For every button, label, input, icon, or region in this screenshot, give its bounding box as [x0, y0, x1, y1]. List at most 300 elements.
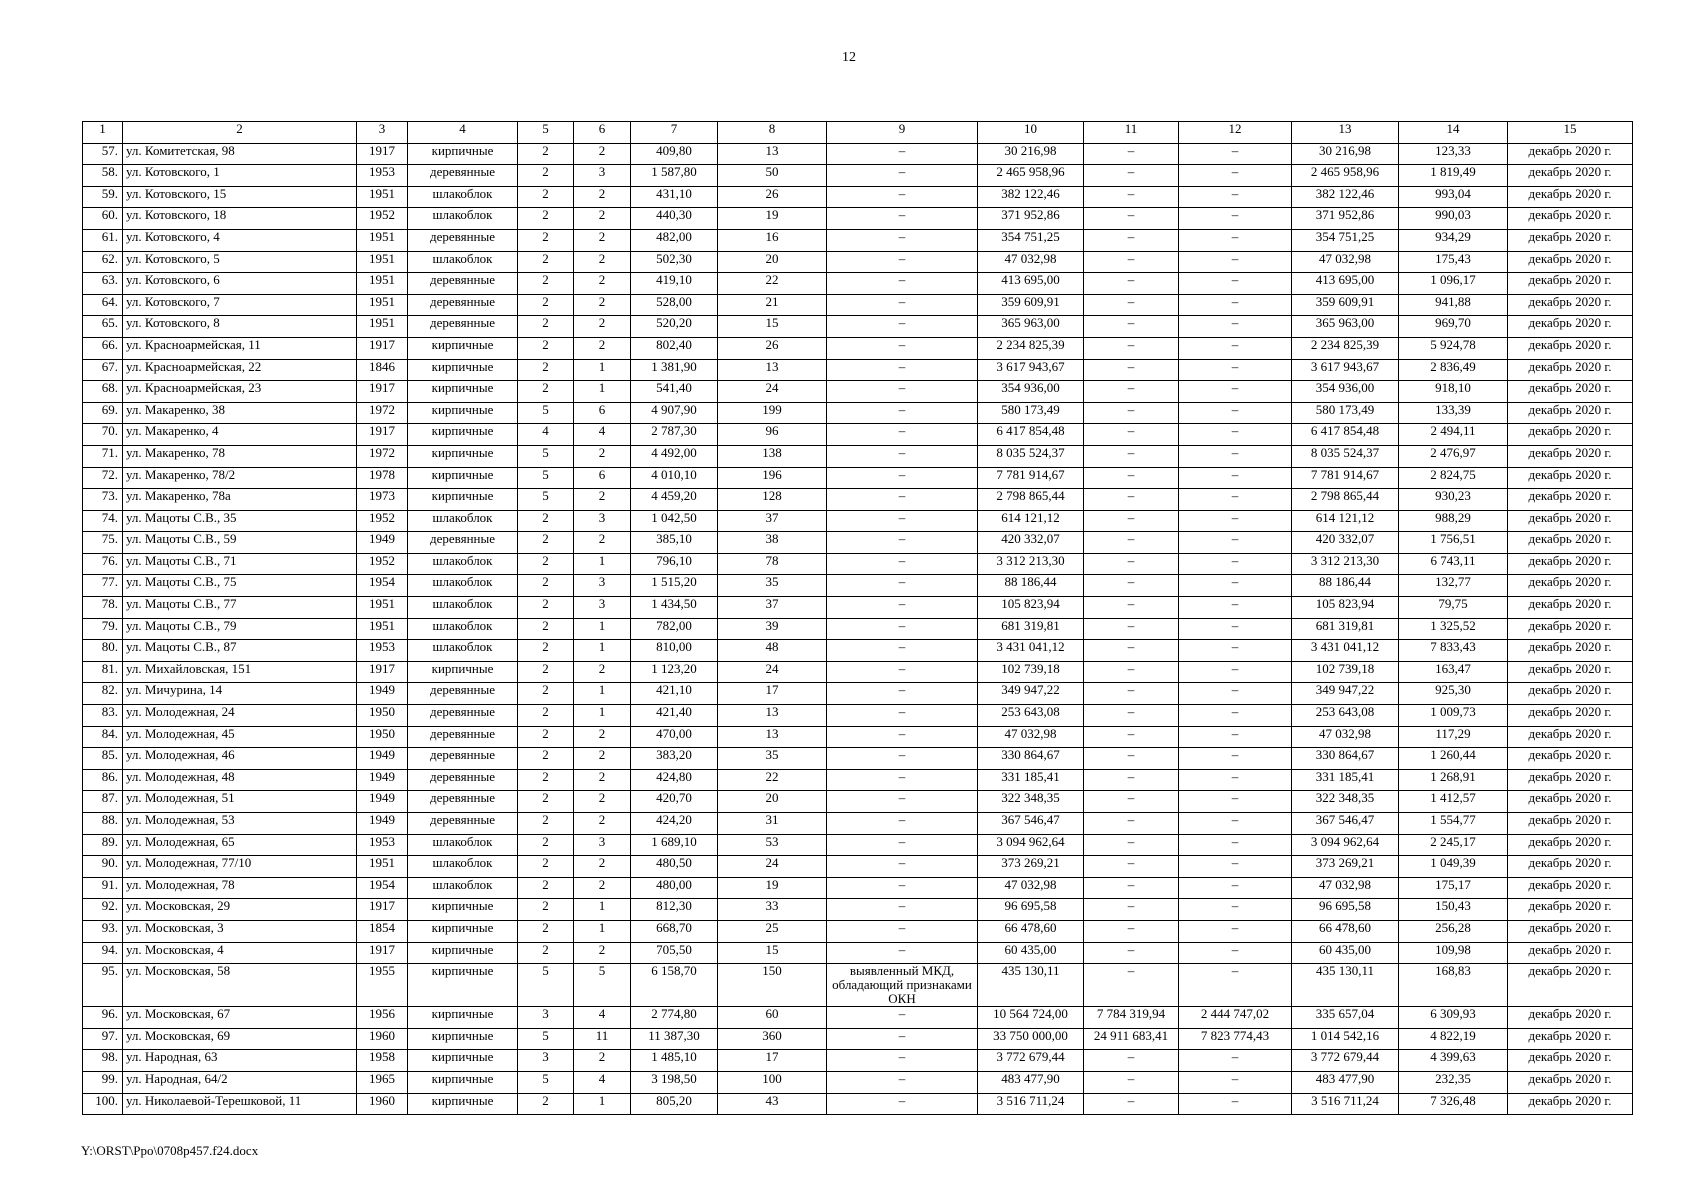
cell-area: 480,00 — [631, 877, 718, 899]
cell-regional-funds: 2 444 747,02 — [1179, 1007, 1292, 1029]
cell-cost-per-sqm: 2 476,97 — [1399, 445, 1508, 467]
cell-year-built: 1949 — [357, 748, 408, 770]
cell-heritage-status: – — [827, 640, 978, 662]
cell-wall-material: кирпичные — [408, 424, 518, 446]
cell-row-number: 77. — [83, 575, 123, 597]
cell-heritage-status: – — [827, 705, 978, 727]
cell-row-number: 89. — [83, 834, 123, 856]
cell-address: ул. Мацоты С.В., 79 — [123, 618, 357, 640]
cell-heritage-status: – — [827, 337, 978, 359]
table-row — [83, 251, 1633, 273]
cell-deadline: декабрь 2020 г. — [1508, 964, 1633, 1007]
cell-area: 2 774,80 — [631, 1007, 718, 1029]
cell-regional-funds: – — [1179, 273, 1292, 295]
cell-address: ул. Макаренко, 78 — [123, 445, 357, 467]
cell-cost-per-sqm: 5 924,78 — [1399, 337, 1508, 359]
cell-total-cost: 420 332,07 — [978, 532, 1084, 554]
cell-entrances: 2 — [574, 273, 631, 295]
cell-cost-per-sqm: 2 494,11 — [1399, 424, 1508, 446]
cell-regional-funds: – — [1179, 467, 1292, 489]
cell-entrances: 1 — [574, 1093, 631, 1115]
cell-local-funds: 373 269,21 — [1292, 856, 1399, 878]
cell-residents: 17 — [718, 683, 827, 705]
cell-address: ул. Мацоты С.В., 87 — [123, 640, 357, 662]
cell-cost-per-sqm: 79,75 — [1399, 597, 1508, 619]
cell-residents: 13 — [718, 143, 827, 165]
cell-year-built: 1951 — [357, 273, 408, 295]
cell-heritage-status: – — [827, 748, 978, 770]
cell-deadline: декабрь 2020 г. — [1508, 424, 1633, 446]
table-row — [83, 165, 1633, 187]
cell-deadline: декабрь 2020 г. — [1508, 705, 1633, 727]
cell-floors: 2 — [518, 359, 574, 381]
cell-entrances: 2 — [574, 445, 631, 467]
cell-year-built: 1950 — [357, 726, 408, 748]
cell-address: ул. Котовского, 4 — [123, 229, 357, 251]
cell-cost-per-sqm: 109,98 — [1399, 942, 1508, 964]
cell-deadline: декабрь 2020 г. — [1508, 1093, 1633, 1115]
cell-cost-per-sqm: 918,10 — [1399, 381, 1508, 403]
cell-row-number: 94. — [83, 942, 123, 964]
cell-local-funds: 359 609,91 — [1292, 294, 1399, 316]
footer-file-path: Y:\ORST\Ppo\0708p457.f24.docx — [81, 1143, 259, 1158]
cell-cost-per-sqm: 6 743,11 — [1399, 553, 1508, 575]
cell-row-number: 73. — [83, 489, 123, 511]
cell-heritage-status: выявленный МКД, обладающий признаками ОКН — [827, 964, 978, 1007]
cell-heritage-status: – — [827, 856, 978, 878]
table-row — [83, 294, 1633, 316]
cell-deadline: декабрь 2020 г. — [1508, 186, 1633, 208]
table-row — [83, 618, 1633, 640]
cell-local-funds: 371 952,86 — [1292, 208, 1399, 230]
cell-area: 480,50 — [631, 856, 718, 878]
cell-residents: 35 — [718, 748, 827, 770]
cell-cost-per-sqm: 930,23 — [1399, 489, 1508, 511]
cell-entrances: 1 — [574, 899, 631, 921]
cell-wall-material: кирпичные — [408, 1071, 518, 1093]
table-row — [83, 856, 1633, 878]
cell-cost-per-sqm: 123,33 — [1399, 143, 1508, 165]
cell-area: 782,00 — [631, 618, 718, 640]
cell-heritage-status: – — [827, 683, 978, 705]
cell-regional-funds: – — [1179, 1050, 1292, 1072]
cell-federal-funds: – — [1084, 1093, 1179, 1115]
cell-wall-material: деревянные — [408, 705, 518, 727]
cell-deadline: декабрь 2020 г. — [1508, 1050, 1633, 1072]
cell-entrances: 3 — [574, 597, 631, 619]
cell-heritage-status: – — [827, 877, 978, 899]
cell-entrances: 3 — [574, 575, 631, 597]
table-row — [83, 640, 1633, 662]
cell-total-cost: 371 952,86 — [978, 208, 1084, 230]
cell-regional-funds: – — [1179, 964, 1292, 1007]
cell-entrances: 2 — [574, 856, 631, 878]
cell-cost-per-sqm: 1 756,51 — [1399, 532, 1508, 554]
cell-entrances: 5 — [574, 964, 631, 1007]
cell-federal-funds: – — [1084, 445, 1179, 467]
cell-wall-material: деревянные — [408, 813, 518, 835]
cell-floors: 2 — [518, 942, 574, 964]
table-row — [83, 467, 1633, 489]
cell-residents: 15 — [718, 942, 827, 964]
cell-federal-funds: – — [1084, 1050, 1179, 1072]
cell-row-number: 81. — [83, 661, 123, 683]
column-header-8: 8 — [718, 122, 827, 144]
cell-cost-per-sqm: 941,88 — [1399, 294, 1508, 316]
table-row — [83, 748, 1633, 770]
cell-residents: 196 — [718, 467, 827, 489]
page-number: 12 — [842, 50, 856, 65]
cell-local-funds: 2 798 865,44 — [1292, 489, 1399, 511]
cell-federal-funds: – — [1084, 273, 1179, 295]
cell-regional-funds: – — [1179, 229, 1292, 251]
cell-floors: 2 — [518, 791, 574, 813]
cell-address: ул. Макаренко, 78/2 — [123, 467, 357, 489]
cell-total-cost: 330 864,67 — [978, 748, 1084, 770]
cell-address: ул. Мацоты С.В., 75 — [123, 575, 357, 597]
cell-cost-per-sqm: 990,03 — [1399, 208, 1508, 230]
cell-area: 409,80 — [631, 143, 718, 165]
cell-cost-per-sqm: 1 325,52 — [1399, 618, 1508, 640]
cell-floors: 5 — [518, 467, 574, 489]
cell-area: 419,10 — [631, 273, 718, 295]
cell-year-built: 1949 — [357, 769, 408, 791]
cell-residents: 35 — [718, 575, 827, 597]
column-header-3: 3 — [357, 122, 408, 144]
cell-residents: 24 — [718, 381, 827, 403]
cell-row-number: 78. — [83, 597, 123, 619]
cell-floors: 2 — [518, 877, 574, 899]
cell-federal-funds: – — [1084, 424, 1179, 446]
cell-wall-material: шлакоблок — [408, 208, 518, 230]
cell-federal-funds: – — [1084, 489, 1179, 511]
cell-entrances: 1 — [574, 553, 631, 575]
cell-heritage-status: – — [827, 424, 978, 446]
cell-total-cost: 614 121,12 — [978, 510, 1084, 532]
cell-residents: 138 — [718, 445, 827, 467]
cell-deadline: декабрь 2020 г. — [1508, 208, 1633, 230]
table-row — [83, 424, 1633, 446]
cell-regional-funds: – — [1179, 705, 1292, 727]
cell-address: ул. Молодежная, 51 — [123, 791, 357, 813]
cell-year-built: 1952 — [357, 510, 408, 532]
cell-regional-funds: – — [1179, 359, 1292, 381]
cell-address: ул. Московская, 4 — [123, 942, 357, 964]
table-row — [83, 683, 1633, 705]
cell-deadline: декабрь 2020 г. — [1508, 661, 1633, 683]
cell-federal-funds: – — [1084, 510, 1179, 532]
cell-heritage-status: – — [827, 553, 978, 575]
cell-year-built: 1960 — [357, 1093, 408, 1115]
cell-federal-funds: – — [1084, 165, 1179, 187]
cell-row-number: 59. — [83, 186, 123, 208]
cell-area: 668,70 — [631, 920, 718, 942]
cell-federal-funds: – — [1084, 920, 1179, 942]
cell-regional-funds: – — [1179, 445, 1292, 467]
table-row — [83, 1050, 1633, 1072]
cell-federal-funds: – — [1084, 575, 1179, 597]
cell-floors: 3 — [518, 1050, 574, 1072]
cell-federal-funds: – — [1084, 186, 1179, 208]
cell-deadline: декабрь 2020 г. — [1508, 1028, 1633, 1050]
cell-address: ул. Макаренко, 4 — [123, 424, 357, 446]
cell-year-built: 1949 — [357, 532, 408, 554]
column-header-14: 14 — [1399, 122, 1508, 144]
cell-local-funds: 354 751,25 — [1292, 229, 1399, 251]
cell-federal-funds: – — [1084, 856, 1179, 878]
cell-local-funds: 335 657,04 — [1292, 1007, 1399, 1029]
cell-local-funds: 66 478,60 — [1292, 920, 1399, 942]
cell-wall-material: шлакоблок — [408, 877, 518, 899]
cell-federal-funds: – — [1084, 813, 1179, 835]
cell-heritage-status: – — [827, 143, 978, 165]
cell-row-number: 66. — [83, 337, 123, 359]
cell-federal-funds: 24 911 683,41 — [1084, 1028, 1179, 1050]
cell-local-funds: 3 772 679,44 — [1292, 1050, 1399, 1072]
cell-regional-funds: – — [1179, 424, 1292, 446]
cell-deadline: декабрь 2020 г. — [1508, 877, 1633, 899]
cell-year-built: 1956 — [357, 1007, 408, 1029]
cell-row-number: 60. — [83, 208, 123, 230]
cell-regional-funds: – — [1179, 1071, 1292, 1093]
cell-heritage-status: – — [827, 597, 978, 619]
cell-cost-per-sqm: 4 822,19 — [1399, 1028, 1508, 1050]
cell-year-built: 1954 — [357, 575, 408, 597]
cell-area: 383,20 — [631, 748, 718, 770]
cell-row-number: 87. — [83, 791, 123, 813]
cell-heritage-status: – — [827, 1028, 978, 1050]
cell-wall-material: кирпичные — [408, 381, 518, 403]
column-header-4: 4 — [408, 122, 518, 144]
cell-area: 424,80 — [631, 769, 718, 791]
cell-deadline: декабрь 2020 г. — [1508, 942, 1633, 964]
cell-residents: 37 — [718, 510, 827, 532]
cell-entrances: 4 — [574, 1071, 631, 1093]
cell-federal-funds: – — [1084, 359, 1179, 381]
cell-total-cost: 359 609,91 — [978, 294, 1084, 316]
cell-year-built: 1951 — [357, 597, 408, 619]
cell-deadline: декабрь 2020 г. — [1508, 920, 1633, 942]
cell-row-number: 85. — [83, 748, 123, 770]
table-row — [83, 337, 1633, 359]
cell-floors: 2 — [518, 208, 574, 230]
cell-total-cost: 2 465 958,96 — [978, 165, 1084, 187]
table-row — [83, 726, 1633, 748]
cell-floors: 2 — [518, 143, 574, 165]
cell-deadline: декабрь 2020 г. — [1508, 251, 1633, 273]
cell-federal-funds: – — [1084, 553, 1179, 575]
cell-entrances: 1 — [574, 359, 631, 381]
cell-regional-funds: – — [1179, 769, 1292, 791]
cell-entrances: 2 — [574, 143, 631, 165]
cell-wall-material: шлакоблок — [408, 553, 518, 575]
cell-residents: 25 — [718, 920, 827, 942]
cell-area: 470,00 — [631, 726, 718, 748]
cell-row-number: 96. — [83, 1007, 123, 1029]
cell-row-number: 82. — [83, 683, 123, 705]
cell-regional-funds: – — [1179, 186, 1292, 208]
cell-federal-funds: – — [1084, 337, 1179, 359]
cell-local-funds: 322 348,35 — [1292, 791, 1399, 813]
cell-heritage-status: – — [827, 510, 978, 532]
cell-heritage-status: – — [827, 661, 978, 683]
cell-local-funds: 60 435,00 — [1292, 942, 1399, 964]
cell-federal-funds: – — [1084, 748, 1179, 770]
cell-local-funds: 8 035 524,37 — [1292, 445, 1399, 467]
cell-regional-funds: – — [1179, 402, 1292, 424]
cell-federal-funds: – — [1084, 705, 1179, 727]
cell-residents: 60 — [718, 1007, 827, 1029]
cell-regional-funds: – — [1179, 920, 1292, 942]
cell-local-funds: 102 739,18 — [1292, 661, 1399, 683]
column-header-11: 11 — [1084, 122, 1179, 144]
cell-address: ул. Молодежная, 45 — [123, 726, 357, 748]
cell-area: 812,30 — [631, 899, 718, 921]
cell-year-built: 1954 — [357, 877, 408, 899]
cell-federal-funds: – — [1084, 683, 1179, 705]
cell-federal-funds: – — [1084, 661, 1179, 683]
table-row — [83, 208, 1633, 230]
cell-row-number: 84. — [83, 726, 123, 748]
cell-residents: 50 — [718, 165, 827, 187]
cell-regional-funds: – — [1179, 856, 1292, 878]
cell-row-number: 67. — [83, 359, 123, 381]
cell-cost-per-sqm: 256,28 — [1399, 920, 1508, 942]
cell-cost-per-sqm: 969,70 — [1399, 316, 1508, 338]
cell-total-cost: 2 798 865,44 — [978, 489, 1084, 511]
cell-wall-material: деревянные — [408, 316, 518, 338]
cell-regional-funds: – — [1179, 1093, 1292, 1115]
cell-cost-per-sqm: 1 268,91 — [1399, 769, 1508, 791]
cell-entrances: 2 — [574, 532, 631, 554]
cell-entrances: 6 — [574, 402, 631, 424]
cell-residents: 100 — [718, 1071, 827, 1093]
cell-address: ул. Московская, 58 — [123, 964, 357, 1007]
cell-address: ул. Народная, 64/2 — [123, 1071, 357, 1093]
cell-address: ул. Котовского, 15 — [123, 186, 357, 208]
cell-area: 424,20 — [631, 813, 718, 835]
cell-area: 1 485,10 — [631, 1050, 718, 1072]
cell-total-cost: 365 963,00 — [978, 316, 1084, 338]
cell-cost-per-sqm: 934,29 — [1399, 229, 1508, 251]
cell-local-funds: 3 094 962,64 — [1292, 834, 1399, 856]
cell-address: ул. Молодежная, 46 — [123, 748, 357, 770]
cell-residents: 13 — [718, 726, 827, 748]
cell-year-built: 1978 — [357, 467, 408, 489]
cell-row-number: 86. — [83, 769, 123, 791]
cell-deadline: декабрь 2020 г. — [1508, 445, 1633, 467]
cell-local-funds: 580 173,49 — [1292, 402, 1399, 424]
cell-year-built: 1965 — [357, 1071, 408, 1093]
cell-deadline: декабрь 2020 г. — [1508, 1071, 1633, 1093]
cell-entrances: 2 — [574, 769, 631, 791]
cell-wall-material: шлакоблок — [408, 618, 518, 640]
cell-row-number: 62. — [83, 251, 123, 273]
cell-year-built: 1950 — [357, 705, 408, 727]
cell-residents: 53 — [718, 834, 827, 856]
table-row — [83, 143, 1633, 165]
cell-total-cost: 322 348,35 — [978, 791, 1084, 813]
cell-address: ул. Красноармейская, 22 — [123, 359, 357, 381]
cell-total-cost: 7 781 914,67 — [978, 467, 1084, 489]
cell-row-number: 90. — [83, 856, 123, 878]
cell-floors: 5 — [518, 1071, 574, 1093]
cell-local-funds: 253 643,08 — [1292, 705, 1399, 727]
cell-wall-material: деревянные — [408, 532, 518, 554]
cell-total-cost: 6 417 854,48 — [978, 424, 1084, 446]
cell-year-built: 1951 — [357, 856, 408, 878]
cell-area: 4 492,00 — [631, 445, 718, 467]
cell-floors: 2 — [518, 575, 574, 597]
cell-row-number: 65. — [83, 316, 123, 338]
cell-residents: 128 — [718, 489, 827, 511]
table-row — [83, 229, 1633, 251]
cell-floors: 2 — [518, 899, 574, 921]
cell-wall-material: кирпичные — [408, 489, 518, 511]
cell-local-funds: 47 032,98 — [1292, 726, 1399, 748]
cell-deadline: декабрь 2020 г. — [1508, 359, 1633, 381]
cell-year-built: 1955 — [357, 964, 408, 1007]
cell-total-cost: 382 122,46 — [978, 186, 1084, 208]
table-row — [83, 769, 1633, 791]
cell-deadline: декабрь 2020 г. — [1508, 273, 1633, 295]
column-header-5: 5 — [518, 122, 574, 144]
cell-entrances: 1 — [574, 618, 631, 640]
cell-local-funds: 365 963,00 — [1292, 316, 1399, 338]
cell-cost-per-sqm: 1 412,57 — [1399, 791, 1508, 813]
cell-entrances: 2 — [574, 942, 631, 964]
cell-year-built: 1960 — [357, 1028, 408, 1050]
cell-total-cost: 3 516 711,24 — [978, 1093, 1084, 1115]
cell-local-funds: 3 312 213,30 — [1292, 553, 1399, 575]
cell-entrances: 2 — [574, 813, 631, 835]
cell-wall-material: кирпичные — [408, 1028, 518, 1050]
cell-entrances: 11 — [574, 1028, 631, 1050]
cell-year-built: 1917 — [357, 337, 408, 359]
cell-cost-per-sqm: 175,17 — [1399, 877, 1508, 899]
cell-heritage-status: – — [827, 899, 978, 921]
cell-cost-per-sqm: 163,47 — [1399, 661, 1508, 683]
cell-regional-funds: – — [1179, 532, 1292, 554]
cell-entrances: 1 — [574, 920, 631, 942]
cell-row-number: 63. — [83, 273, 123, 295]
table-row — [83, 964, 1633, 1007]
registry-table — [82, 121, 1633, 1115]
cell-cost-per-sqm: 1 260,44 — [1399, 748, 1508, 770]
cell-regional-funds: – — [1179, 208, 1292, 230]
cell-area: 1 587,80 — [631, 165, 718, 187]
cell-cost-per-sqm: 7 326,48 — [1399, 1093, 1508, 1115]
cell-floors: 2 — [518, 316, 574, 338]
cell-area: 810,00 — [631, 640, 718, 662]
cell-address: ул. Мичурина, 14 — [123, 683, 357, 705]
cell-wall-material: деревянные — [408, 748, 518, 770]
cell-address: ул. Комитетская, 98 — [123, 143, 357, 165]
cell-floors: 5 — [518, 964, 574, 1007]
cell-deadline: декабрь 2020 г. — [1508, 791, 1633, 813]
cell-local-funds: 30 216,98 — [1292, 143, 1399, 165]
cell-total-cost: 349 947,22 — [978, 683, 1084, 705]
cell-address: ул. Московская, 69 — [123, 1028, 357, 1050]
cell-area: 805,20 — [631, 1093, 718, 1115]
cell-cost-per-sqm: 175,43 — [1399, 251, 1508, 273]
cell-row-number: 68. — [83, 381, 123, 403]
cell-cost-per-sqm: 2 824,75 — [1399, 467, 1508, 489]
cell-total-cost: 681 319,81 — [978, 618, 1084, 640]
cell-cost-per-sqm: 1 819,49 — [1399, 165, 1508, 187]
cell-wall-material: деревянные — [408, 273, 518, 295]
cell-deadline: декабрь 2020 г. — [1508, 532, 1633, 554]
